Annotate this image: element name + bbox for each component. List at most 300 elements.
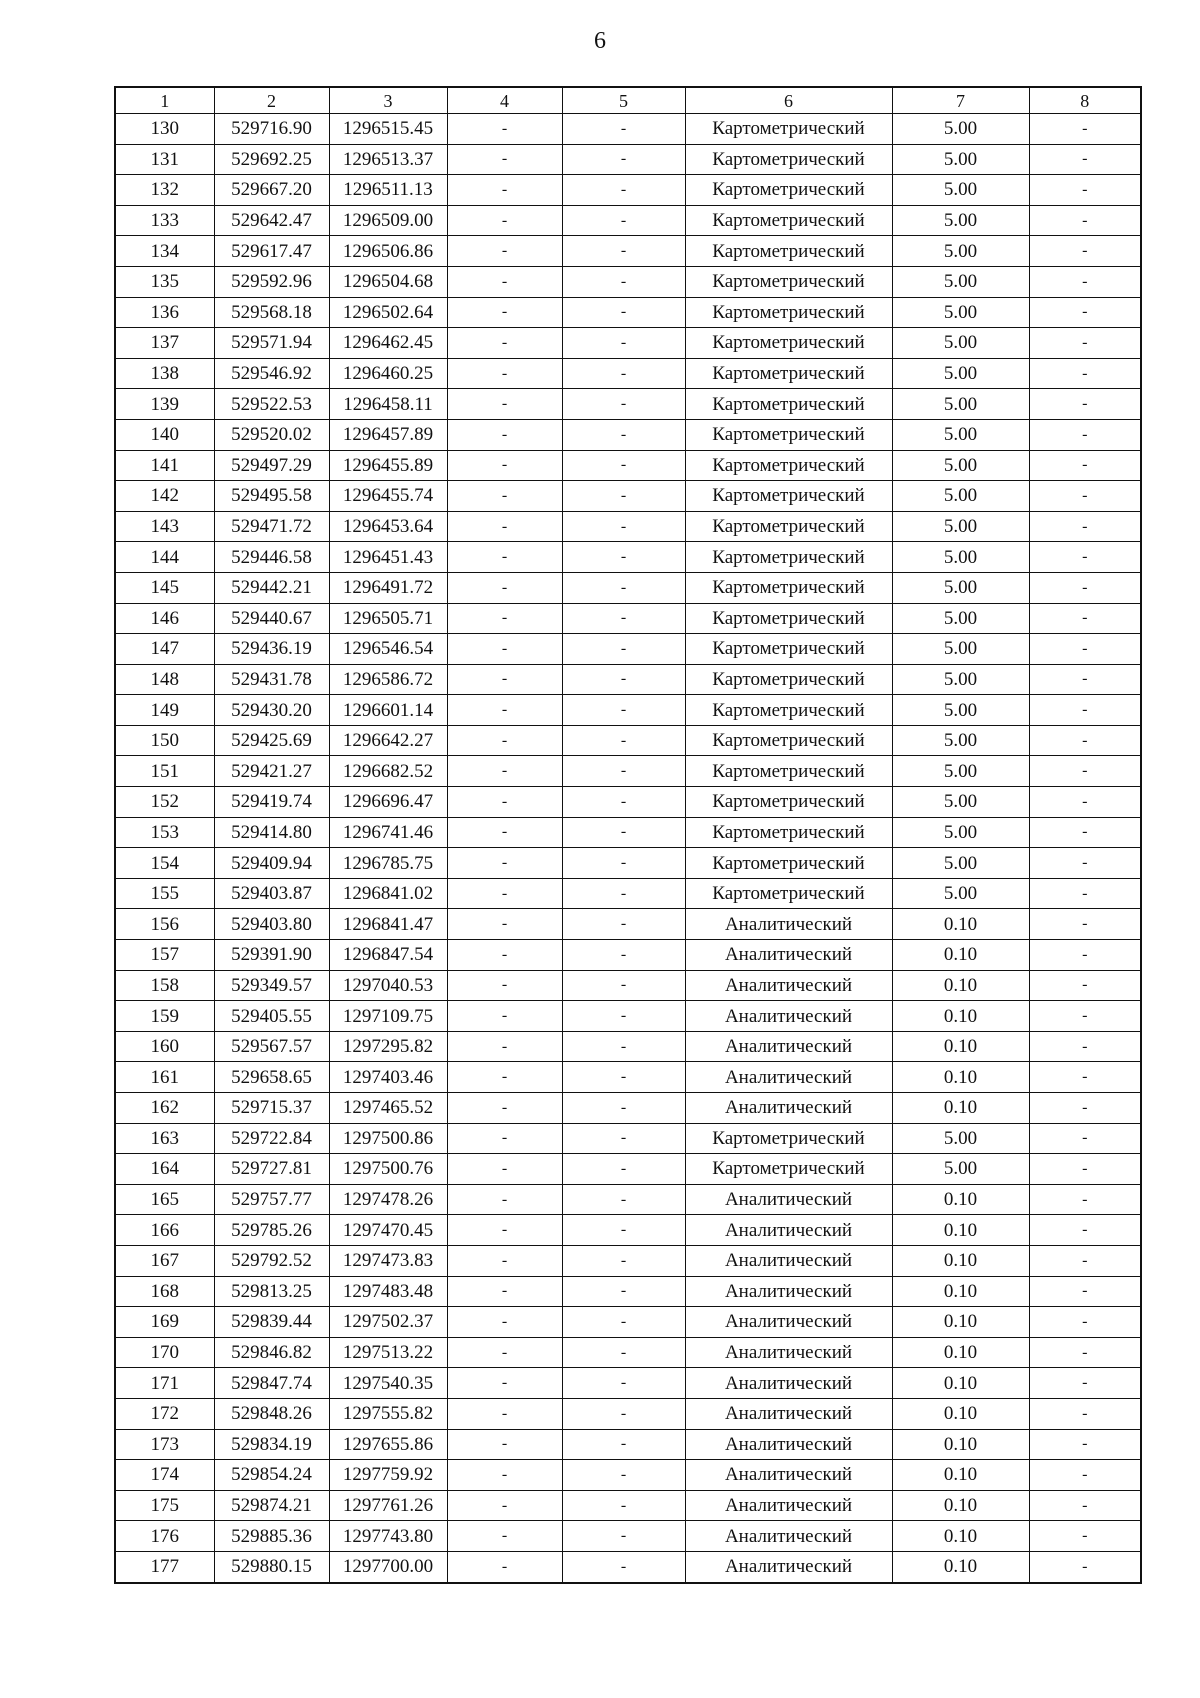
table-row bbox=[115, 236, 1141, 267]
column-5-cell: - bbox=[562, 450, 685, 481]
column-8-cell: - bbox=[1029, 940, 1141, 971]
x-coordinate-cell: 529567.57 bbox=[214, 1031, 329, 1062]
method-cell: Картометрический bbox=[685, 389, 892, 420]
column-5-cell: - bbox=[562, 1154, 685, 1185]
column-5-cell: - bbox=[562, 970, 685, 1001]
column-8-cell: - bbox=[1029, 1460, 1141, 1491]
column-8-cell: - bbox=[1029, 1123, 1141, 1154]
column-4-cell: - bbox=[447, 1276, 562, 1307]
table-row bbox=[115, 175, 1141, 206]
column-8-cell: - bbox=[1029, 878, 1141, 909]
column-8-cell: - bbox=[1029, 787, 1141, 818]
column-5-cell: - bbox=[562, 114, 685, 145]
x-coordinate-cell: 529446.58 bbox=[214, 542, 329, 573]
table-row bbox=[115, 389, 1141, 420]
column-5-cell: - bbox=[562, 1398, 685, 1429]
y-coordinate-cell: 1297761.26 bbox=[329, 1490, 447, 1521]
column-8-cell: - bbox=[1029, 328, 1141, 359]
column-8-cell: - bbox=[1029, 664, 1141, 695]
y-coordinate-cell: 1296509.00 bbox=[329, 205, 447, 236]
column-5-cell: - bbox=[562, 511, 685, 542]
column-8-cell: - bbox=[1029, 144, 1141, 175]
y-coordinate-cell: 1297513.22 bbox=[329, 1337, 447, 1368]
column-5-cell: - bbox=[562, 481, 685, 512]
x-coordinate-cell: 529409.94 bbox=[214, 848, 329, 879]
x-coordinate-cell: 529592.96 bbox=[214, 266, 329, 297]
x-coordinate-cell: 529431.78 bbox=[214, 664, 329, 695]
point-number-cell: 150 bbox=[115, 725, 214, 756]
column-8-cell: - bbox=[1029, 1062, 1141, 1093]
point-number-cell: 157 bbox=[115, 940, 214, 971]
accuracy-cell: 5.00 bbox=[892, 634, 1029, 665]
point-number-cell: 176 bbox=[115, 1521, 214, 1552]
table-row bbox=[115, 1490, 1141, 1521]
column-5-cell: - bbox=[562, 205, 685, 236]
y-coordinate-cell: 1296601.14 bbox=[329, 695, 447, 726]
accuracy-cell: 5.00 bbox=[892, 756, 1029, 787]
table-row bbox=[115, 511, 1141, 542]
y-coordinate-cell: 1297403.46 bbox=[329, 1062, 447, 1093]
column-8-cell: - bbox=[1029, 909, 1141, 940]
method-cell: Картометрический bbox=[685, 542, 892, 573]
y-coordinate-cell: 1296458.11 bbox=[329, 389, 447, 420]
column-5-cell: - bbox=[562, 297, 685, 328]
column-4-cell: - bbox=[447, 634, 562, 665]
method-cell: Картометрический bbox=[685, 114, 892, 145]
column-4-cell: - bbox=[447, 725, 562, 756]
column-4-cell: - bbox=[447, 1368, 562, 1399]
y-coordinate-cell: 1297109.75 bbox=[329, 1001, 447, 1032]
point-number-cell: 137 bbox=[115, 328, 214, 359]
column-4-cell: - bbox=[447, 878, 562, 909]
column-5-cell: - bbox=[562, 603, 685, 634]
x-coordinate-cell: 529874.21 bbox=[214, 1490, 329, 1521]
column-8-cell: - bbox=[1029, 511, 1141, 542]
accuracy-cell: 0.10 bbox=[892, 1245, 1029, 1276]
point-number-cell: 134 bbox=[115, 236, 214, 267]
y-coordinate-cell: 1296491.72 bbox=[329, 572, 447, 603]
table-row bbox=[115, 450, 1141, 481]
x-coordinate-cell: 529546.92 bbox=[214, 358, 329, 389]
accuracy-cell: 5.00 bbox=[892, 725, 1029, 756]
method-cell: Картометрический bbox=[685, 603, 892, 634]
method-cell: Картометрический bbox=[685, 236, 892, 267]
accuracy-cell: 5.00 bbox=[892, 175, 1029, 206]
column-5-cell: - bbox=[562, 1429, 685, 1460]
y-coordinate-cell: 1297502.37 bbox=[329, 1307, 447, 1338]
column-5-cell: - bbox=[562, 695, 685, 726]
point-number-cell: 173 bbox=[115, 1429, 214, 1460]
y-coordinate-cell: 1296502.64 bbox=[329, 297, 447, 328]
table-row bbox=[115, 664, 1141, 695]
point-number-cell: 153 bbox=[115, 817, 214, 848]
column-8-cell: - bbox=[1029, 1368, 1141, 1399]
method-cell: Картометрический bbox=[685, 175, 892, 206]
y-coordinate-cell: 1297700.00 bbox=[329, 1551, 447, 1582]
method-cell: Картометрический bbox=[685, 1123, 892, 1154]
point-number-cell: 163 bbox=[115, 1123, 214, 1154]
page-number: 6 bbox=[594, 28, 606, 54]
point-number-cell: 138 bbox=[115, 358, 214, 389]
table-row bbox=[115, 1184, 1141, 1215]
accuracy-cell: 0.10 bbox=[892, 1368, 1029, 1399]
y-coordinate-cell: 1296462.45 bbox=[329, 328, 447, 359]
table-row bbox=[115, 1551, 1141, 1582]
x-coordinate-cell: 529403.87 bbox=[214, 878, 329, 909]
accuracy-cell: 0.10 bbox=[892, 1460, 1029, 1491]
point-number-cell: 152 bbox=[115, 787, 214, 818]
column-8-cell: - bbox=[1029, 1337, 1141, 1368]
column-header: 6 bbox=[685, 87, 892, 114]
y-coordinate-cell: 1297470.45 bbox=[329, 1215, 447, 1246]
column-5-cell: - bbox=[562, 266, 685, 297]
table-row bbox=[115, 909, 1141, 940]
column-header: 7 bbox=[892, 87, 1029, 114]
column-5-cell: - bbox=[562, 1337, 685, 1368]
point-number-cell: 131 bbox=[115, 144, 214, 175]
y-coordinate-cell: 1296451.43 bbox=[329, 542, 447, 573]
column-4-cell: - bbox=[447, 970, 562, 1001]
accuracy-cell: 0.10 bbox=[892, 1490, 1029, 1521]
column-5-cell: - bbox=[562, 236, 685, 267]
method-cell: Картометрический bbox=[685, 419, 892, 450]
column-4-cell: - bbox=[447, 1460, 562, 1491]
point-number-cell: 139 bbox=[115, 389, 214, 420]
method-cell: Аналитический bbox=[685, 1031, 892, 1062]
x-coordinate-cell: 529414.80 bbox=[214, 817, 329, 848]
accuracy-cell: 0.10 bbox=[892, 1429, 1029, 1460]
method-cell: Аналитический bbox=[685, 1521, 892, 1552]
column-5-cell: - bbox=[562, 144, 685, 175]
column-5-cell: - bbox=[562, 1368, 685, 1399]
table-row bbox=[115, 266, 1141, 297]
column-4-cell: - bbox=[447, 1031, 562, 1062]
x-coordinate-cell: 529405.55 bbox=[214, 1001, 329, 1032]
column-8-cell: - bbox=[1029, 1154, 1141, 1185]
column-5-cell: - bbox=[562, 664, 685, 695]
table-header bbox=[115, 87, 1141, 114]
column-8-cell: - bbox=[1029, 1276, 1141, 1307]
x-coordinate-cell: 529440.67 bbox=[214, 603, 329, 634]
x-coordinate-cell: 529667.20 bbox=[214, 175, 329, 206]
column-8-cell: - bbox=[1029, 389, 1141, 420]
column-8-cell: - bbox=[1029, 756, 1141, 787]
method-cell: Аналитический bbox=[685, 909, 892, 940]
point-number-cell: 133 bbox=[115, 205, 214, 236]
x-coordinate-cell: 529834.19 bbox=[214, 1429, 329, 1460]
y-coordinate-cell: 1296455.89 bbox=[329, 450, 447, 481]
column-8-cell: - bbox=[1029, 114, 1141, 145]
column-8-cell: - bbox=[1029, 1184, 1141, 1215]
column-4-cell: - bbox=[447, 940, 562, 971]
column-5-cell: - bbox=[562, 756, 685, 787]
column-5-cell: - bbox=[562, 848, 685, 879]
y-coordinate-cell: 1297759.92 bbox=[329, 1460, 447, 1491]
table-row bbox=[115, 787, 1141, 818]
x-coordinate-cell: 529642.47 bbox=[214, 205, 329, 236]
column-5-cell: - bbox=[562, 1031, 685, 1062]
column-5-cell: - bbox=[562, 1460, 685, 1491]
method-cell: Аналитический bbox=[685, 1398, 892, 1429]
column-8-cell: - bbox=[1029, 572, 1141, 603]
y-coordinate-cell: 1296741.46 bbox=[329, 817, 447, 848]
column-8-cell: - bbox=[1029, 1551, 1141, 1582]
method-cell: Аналитический bbox=[685, 1337, 892, 1368]
column-5-cell: - bbox=[562, 1123, 685, 1154]
table-row bbox=[115, 725, 1141, 756]
column-5-cell: - bbox=[562, 328, 685, 359]
x-coordinate-cell: 529495.58 bbox=[214, 481, 329, 512]
method-cell: Картометрический bbox=[685, 878, 892, 909]
column-8-cell: - bbox=[1029, 1031, 1141, 1062]
x-coordinate-cell: 529471.72 bbox=[214, 511, 329, 542]
column-4-cell: - bbox=[447, 817, 562, 848]
column-4-cell: - bbox=[447, 1307, 562, 1338]
column-4-cell: - bbox=[447, 1245, 562, 1276]
accuracy-cell: 0.10 bbox=[892, 1031, 1029, 1062]
x-coordinate-cell: 529848.26 bbox=[214, 1398, 329, 1429]
accuracy-cell: 5.00 bbox=[892, 358, 1029, 389]
method-cell: Аналитический bbox=[685, 1184, 892, 1215]
column-5-cell: - bbox=[562, 909, 685, 940]
accuracy-cell: 5.00 bbox=[892, 817, 1029, 848]
column-5-cell: - bbox=[562, 1062, 685, 1093]
accuracy-cell: 5.00 bbox=[892, 542, 1029, 573]
accuracy-cell: 0.10 bbox=[892, 1001, 1029, 1032]
point-number-cell: 167 bbox=[115, 1245, 214, 1276]
column-4-cell: - bbox=[447, 848, 562, 879]
y-coordinate-cell: 1297540.35 bbox=[329, 1368, 447, 1399]
column-4-cell: - bbox=[447, 603, 562, 634]
point-number-cell: 155 bbox=[115, 878, 214, 909]
x-coordinate-cell: 529716.90 bbox=[214, 114, 329, 145]
y-coordinate-cell: 1296586.72 bbox=[329, 664, 447, 695]
column-4-cell: - bbox=[447, 787, 562, 818]
column-8-cell: - bbox=[1029, 970, 1141, 1001]
x-coordinate-cell: 529722.84 bbox=[214, 1123, 329, 1154]
x-coordinate-cell: 529419.74 bbox=[214, 787, 329, 818]
table-row bbox=[115, 1215, 1141, 1246]
column-4-cell: - bbox=[447, 511, 562, 542]
table-row bbox=[115, 634, 1141, 665]
column-5-cell: - bbox=[562, 1001, 685, 1032]
column-4-cell: - bbox=[447, 542, 562, 573]
x-coordinate-cell: 529839.44 bbox=[214, 1307, 329, 1338]
column-5-cell: - bbox=[562, 940, 685, 971]
x-coordinate-cell: 529425.69 bbox=[214, 725, 329, 756]
method-cell: Аналитический bbox=[685, 1368, 892, 1399]
y-coordinate-cell: 1297478.26 bbox=[329, 1184, 447, 1215]
accuracy-cell: 5.00 bbox=[892, 1123, 1029, 1154]
table-row bbox=[115, 1123, 1141, 1154]
table-row bbox=[115, 1276, 1141, 1307]
x-coordinate-cell: 529757.77 bbox=[214, 1184, 329, 1215]
column-5-cell: - bbox=[562, 1490, 685, 1521]
method-cell: Картометрический bbox=[685, 848, 892, 879]
accuracy-cell: 5.00 bbox=[892, 848, 1029, 879]
column-5-cell: - bbox=[562, 389, 685, 420]
column-5-cell: - bbox=[562, 1276, 685, 1307]
y-coordinate-cell: 1296642.27 bbox=[329, 725, 447, 756]
column-8-cell: - bbox=[1029, 297, 1141, 328]
table-row bbox=[115, 572, 1141, 603]
column-4-cell: - bbox=[447, 114, 562, 145]
column-4-cell: - bbox=[447, 358, 562, 389]
column-4-cell: - bbox=[447, 1001, 562, 1032]
y-coordinate-cell: 1296506.86 bbox=[329, 236, 447, 267]
column-8-cell: - bbox=[1029, 695, 1141, 726]
method-cell: Картометрический bbox=[685, 725, 892, 756]
method-cell: Картометрический bbox=[685, 511, 892, 542]
column-4-cell: - bbox=[447, 144, 562, 175]
point-number-cell: 146 bbox=[115, 603, 214, 634]
column-8-cell: - bbox=[1029, 205, 1141, 236]
table-row bbox=[115, 940, 1141, 971]
accuracy-cell: 5.00 bbox=[892, 1154, 1029, 1185]
point-number-cell: 151 bbox=[115, 756, 214, 787]
y-coordinate-cell: 1296515.45 bbox=[329, 114, 447, 145]
accuracy-cell: 0.10 bbox=[892, 1521, 1029, 1552]
x-coordinate-cell: 529520.02 bbox=[214, 419, 329, 450]
method-cell: Картометрический bbox=[685, 1154, 892, 1185]
method-cell: Аналитический bbox=[685, 940, 892, 971]
method-cell: Аналитический bbox=[685, 1062, 892, 1093]
accuracy-cell: 5.00 bbox=[892, 878, 1029, 909]
point-number-cell: 147 bbox=[115, 634, 214, 665]
table-row bbox=[115, 1398, 1141, 1429]
method-cell: Картометрический bbox=[685, 572, 892, 603]
method-cell: Аналитический bbox=[685, 1490, 892, 1521]
column-5-cell: - bbox=[562, 542, 685, 573]
accuracy-cell: 0.10 bbox=[892, 1215, 1029, 1246]
column-8-cell: - bbox=[1029, 634, 1141, 665]
table-row bbox=[115, 695, 1141, 726]
y-coordinate-cell: 1296546.54 bbox=[329, 634, 447, 665]
point-number-cell: 165 bbox=[115, 1184, 214, 1215]
column-5-cell: - bbox=[562, 572, 685, 603]
table-row bbox=[115, 419, 1141, 450]
x-coordinate-cell: 529617.47 bbox=[214, 236, 329, 267]
x-coordinate-cell: 529813.25 bbox=[214, 1276, 329, 1307]
y-coordinate-cell: 1296511.13 bbox=[329, 175, 447, 206]
column-4-cell: - bbox=[447, 1062, 562, 1093]
column-8-cell: - bbox=[1029, 603, 1141, 634]
method-cell: Аналитический bbox=[685, 1551, 892, 1582]
column-4-cell: - bbox=[447, 481, 562, 512]
table-row bbox=[115, 1368, 1141, 1399]
x-coordinate-cell: 529715.37 bbox=[214, 1093, 329, 1124]
point-number-cell: 161 bbox=[115, 1062, 214, 1093]
x-coordinate-cell: 529442.21 bbox=[214, 572, 329, 603]
column-8-cell: - bbox=[1029, 450, 1141, 481]
column-8-cell: - bbox=[1029, 848, 1141, 879]
x-coordinate-cell: 529880.15 bbox=[214, 1551, 329, 1582]
method-cell: Картометрический bbox=[685, 144, 892, 175]
y-coordinate-cell: 1297500.86 bbox=[329, 1123, 447, 1154]
column-4-cell: - bbox=[447, 756, 562, 787]
column-5-cell: - bbox=[562, 787, 685, 818]
accuracy-cell: 0.10 bbox=[892, 1093, 1029, 1124]
method-cell: Картометрический bbox=[685, 695, 892, 726]
column-header: 5 bbox=[562, 87, 685, 114]
column-header: 1 bbox=[115, 87, 214, 114]
point-number-cell: 149 bbox=[115, 695, 214, 726]
accuracy-cell: 5.00 bbox=[892, 664, 1029, 695]
column-header: 3 bbox=[329, 87, 447, 114]
column-4-cell: - bbox=[447, 1551, 562, 1582]
accuracy-cell: 0.10 bbox=[892, 970, 1029, 1001]
column-8-cell: - bbox=[1029, 1215, 1141, 1246]
x-coordinate-cell: 529885.36 bbox=[214, 1521, 329, 1552]
accuracy-cell: 0.10 bbox=[892, 1551, 1029, 1582]
table-row bbox=[115, 1245, 1141, 1276]
column-8-cell: - bbox=[1029, 236, 1141, 267]
column-4-cell: - bbox=[447, 1429, 562, 1460]
column-8-cell: - bbox=[1029, 1398, 1141, 1429]
y-coordinate-cell: 1297465.52 bbox=[329, 1093, 447, 1124]
column-8-cell: - bbox=[1029, 1245, 1141, 1276]
column-4-cell: - bbox=[447, 1337, 562, 1368]
point-number-cell: 136 bbox=[115, 297, 214, 328]
method-cell: Картометрический bbox=[685, 787, 892, 818]
x-coordinate-cell: 529571.94 bbox=[214, 328, 329, 359]
column-4-cell: - bbox=[447, 1123, 562, 1154]
method-cell: Аналитический bbox=[685, 1460, 892, 1491]
method-cell: Картометрический bbox=[685, 266, 892, 297]
x-coordinate-cell: 529658.65 bbox=[214, 1062, 329, 1093]
column-4-cell: - bbox=[447, 695, 562, 726]
point-number-cell: 142 bbox=[115, 481, 214, 512]
method-cell: Аналитический bbox=[685, 1307, 892, 1338]
x-coordinate-cell: 529436.19 bbox=[214, 634, 329, 665]
accuracy-cell: 5.00 bbox=[892, 572, 1029, 603]
column-8-cell: - bbox=[1029, 266, 1141, 297]
accuracy-cell: 5.00 bbox=[892, 603, 1029, 634]
accuracy-cell: 0.10 bbox=[892, 1276, 1029, 1307]
accuracy-cell: 0.10 bbox=[892, 940, 1029, 971]
column-8-cell: - bbox=[1029, 358, 1141, 389]
table-row bbox=[115, 328, 1141, 359]
x-coordinate-cell: 529692.25 bbox=[214, 144, 329, 175]
column-4-cell: - bbox=[447, 419, 562, 450]
column-4-cell: - bbox=[447, 664, 562, 695]
table-row bbox=[115, 1154, 1141, 1185]
column-4-cell: - bbox=[447, 266, 562, 297]
method-cell: Картометрический bbox=[685, 481, 892, 512]
y-coordinate-cell: 1296460.25 bbox=[329, 358, 447, 389]
column-5-cell: - bbox=[562, 878, 685, 909]
column-8-cell: - bbox=[1029, 175, 1141, 206]
column-4-cell: - bbox=[447, 328, 562, 359]
point-number-cell: 159 bbox=[115, 1001, 214, 1032]
table-row bbox=[115, 1460, 1141, 1491]
point-number-cell: 162 bbox=[115, 1093, 214, 1124]
y-coordinate-cell: 1297743.80 bbox=[329, 1521, 447, 1552]
method-cell: Картометрический bbox=[685, 205, 892, 236]
y-coordinate-cell: 1296696.47 bbox=[329, 787, 447, 818]
column-4-cell: - bbox=[447, 450, 562, 481]
column-4-cell: - bbox=[447, 1184, 562, 1215]
header-row bbox=[115, 87, 1141, 114]
accuracy-cell: 5.00 bbox=[892, 297, 1029, 328]
column-4-cell: - bbox=[447, 389, 562, 420]
x-coordinate-cell: 529403.80 bbox=[214, 909, 329, 940]
table-row bbox=[115, 205, 1141, 236]
y-coordinate-cell: 1296513.37 bbox=[329, 144, 447, 175]
column-4-cell: - bbox=[447, 236, 562, 267]
method-cell: Аналитический bbox=[685, 1093, 892, 1124]
y-coordinate-cell: 1297473.83 bbox=[329, 1245, 447, 1276]
